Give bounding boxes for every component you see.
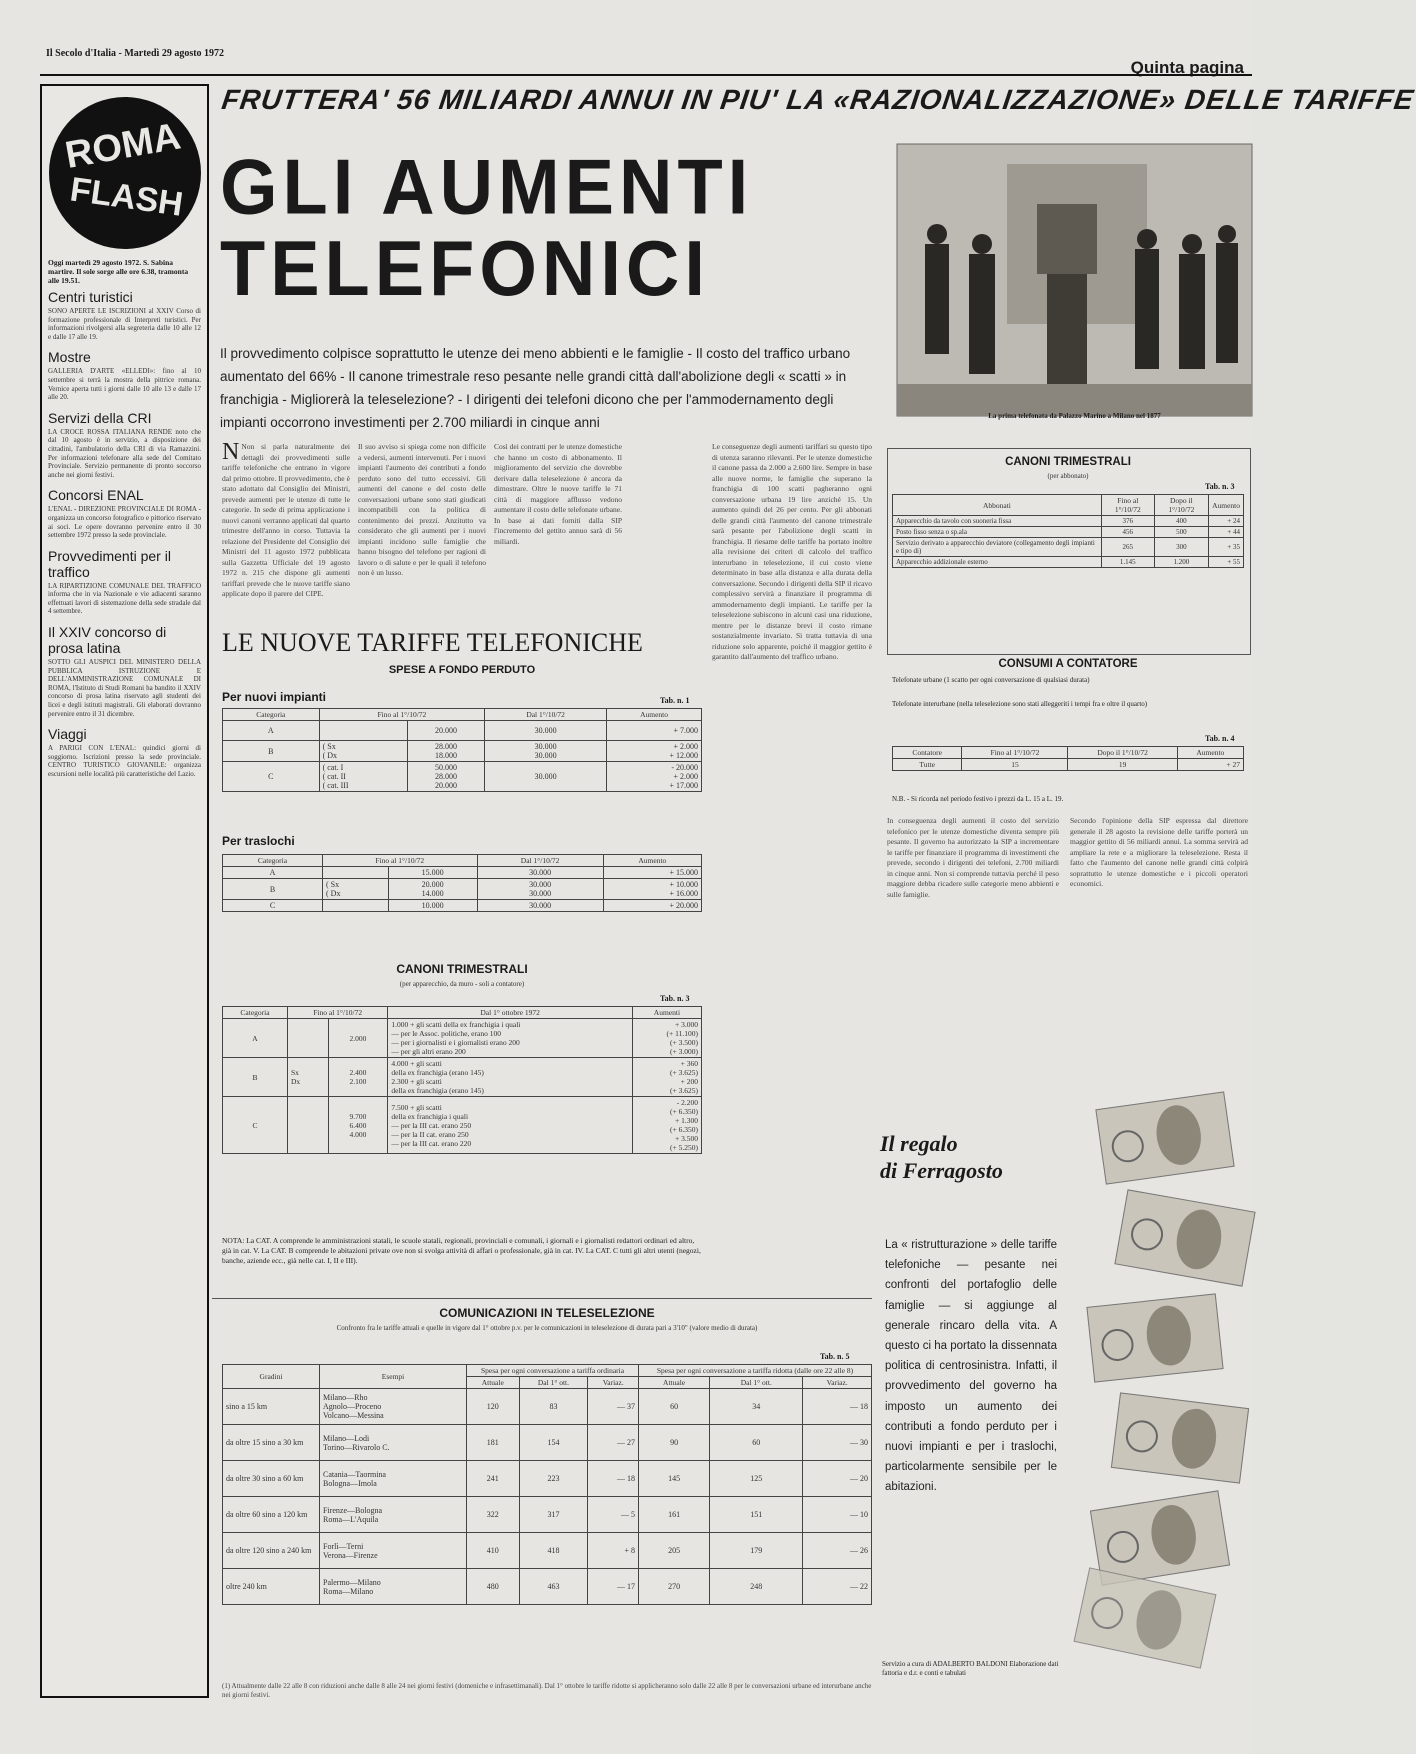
section-traffico	[42, 544, 207, 620]
cell: B	[223, 879, 323, 900]
cell: + 15.000	[603, 867, 701, 879]
cell: A	[223, 1019, 288, 1058]
cell: 1.200	[1154, 557, 1208, 568]
cell: + 360 (+ 3.625) + 200 (+ 3.625)	[632, 1058, 701, 1097]
cell: + 35	[1209, 538, 1244, 557]
table-row	[223, 1533, 872, 1569]
table-row	[893, 557, 1244, 568]
top-rule	[40, 74, 1252, 76]
section-text: A PARIGI CON L'ENAL: quindici giorni di soggiorno. Iscrizioni presso la sede provinciale. CENTRO TURISTICO GIOVANILE: organizza escursioni nelle località più caratteristiche del Lazio.	[48, 744, 201, 778]
table-row	[223, 1497, 872, 1533]
cell: Tutte	[893, 759, 962, 771]
cell: 500	[1154, 527, 1208, 538]
cell: + 27	[1177, 759, 1243, 771]
header-cell: Fino al 1°/10/72	[288, 1007, 388, 1019]
cell: 205	[639, 1533, 710, 1569]
logo-bottom-text: FLASH	[67, 170, 185, 224]
new-tariffs-title: LE NUOVE TARIFFE TELEFONICHE	[222, 628, 643, 657]
article-column-3: Così dei contratti per le utenze domestiche che hanno un costo di abbonamento. Il miglioramento del servizio che dovrebbe derivare dalla teleselezione è ancora da dimostrare. Oltre le nuove tariffe le 71 città di maggiore afflusso vedono aumentare il costo delle telefonate urbane. In base ai dati forniti dalla SIP l'incremento del gettito annuo sarà di 56 miliardi.	[494, 442, 622, 546]
cell: 4.000 + gli scatti della ex franchigia (erano 145) 2.300 + gli scatti della ex franchigia (erano 145)	[388, 1058, 632, 1097]
table-header-row	[893, 495, 1244, 516]
section-text: L'ENAL - DIREZIONE PROVINCIALE DI ROMA - organizza un concorso fotografico e pittorico riservato ai soci. Le opere dovranno pervenire entro il 30 settembre 1972 presso la sede provinciale.	[48, 505, 201, 540]
table-header-row	[893, 747, 1244, 759]
table-row	[223, 1389, 872, 1425]
table-row	[223, 900, 702, 912]
cell: 248	[710, 1569, 803, 1605]
cell: 151	[710, 1497, 803, 1533]
banknotes-illustration	[1060, 1100, 1252, 1660]
cell: 60	[639, 1389, 710, 1425]
header-cell: Fino al 1°/10/72	[319, 709, 485, 721]
meter-line-1: Telefonate urbane (1 scatto per ogni conversazione di qualsiasi durata)	[892, 676, 1090, 684]
cell: 50.000 28.000 20.000	[407, 762, 484, 792]
cell: 30.000	[485, 721, 607, 741]
cell: + 7.000	[607, 721, 702, 741]
table-row	[223, 867, 702, 879]
cell: B	[223, 741, 320, 762]
cell: oltre 240 km	[223, 1569, 320, 1605]
cell: Firenze—Bologna Roma—L'Aquila	[320, 1497, 467, 1533]
header-cell: Variaz.	[588, 1377, 639, 1389]
teleselection-table	[222, 1364, 872, 1605]
quarterly-fees-table	[222, 1006, 702, 1154]
section-mostre	[42, 345, 207, 405]
cell: — 17	[588, 1569, 639, 1605]
cell: 265	[1101, 538, 1154, 557]
cell	[288, 1097, 329, 1154]
cell: C	[223, 900, 323, 912]
table-number: Tab. n. 3	[660, 994, 690, 1003]
cell: — 18	[803, 1389, 872, 1425]
cell: — 22	[803, 1569, 872, 1605]
headline-line-2: TELEFONICI	[220, 224, 710, 312]
banknote-image	[1114, 1189, 1255, 1286]
banknote-image	[1095, 1091, 1234, 1184]
cell: - 2.200 (+ 6.350) + 1.300 (+ 6.350) + 3.500 (+ 5.250)	[632, 1097, 701, 1154]
roma-flash-column	[40, 84, 209, 1698]
meter-line-2: Telefonate interurbane (nella teleselezione sono stati alleggeriti i tempi fra e oltre il quarto)	[892, 700, 1148, 708]
cell: Milano—Rho Agnolo—Proceno Volcano—Messina	[320, 1389, 467, 1425]
cell: 2.000	[328, 1019, 388, 1058]
cell: 1.000 + gli scatti della ex franchigia i quali — per le Assoc. politiche, erano 100 — per i giornalisti e i giornalisti erano 200 — per gli altri erano 200	[388, 1019, 632, 1058]
cell: 15	[962, 759, 1068, 771]
table-header-row	[223, 1365, 872, 1377]
cell: B	[223, 1058, 288, 1097]
moves-label: Per traslochi	[222, 834, 295, 848]
cell: 154	[519, 1425, 588, 1461]
header-cell: Gradini	[223, 1365, 320, 1389]
header-cell: Contatore	[893, 747, 962, 759]
table-number: Tab. n. 1	[660, 696, 690, 705]
header-cell: Aumento	[1209, 495, 1244, 516]
header-cell: Abbonati	[893, 495, 1102, 516]
header-group-cell: Spesa per ogni conversazione a tariffa ridotta (dalle ore 22 alle 8)	[639, 1365, 872, 1377]
cell: da oltre 30 sino a 60 km	[223, 1461, 320, 1497]
cell: da oltre 60 sino a 120 km	[223, 1497, 320, 1533]
cell: 145	[639, 1461, 710, 1497]
gift-text: La « ristrutturazione » delle tariffe telefoniche — pesante nei confronti del portafoglio delle famiglie — si aggiunge al generale rincaro della vita. A questo ci ha portato la dissennata politica di centrosinistra. Infatti, il provvedimento del governo ha imposto un aumento dei contributi a fondo perduto per i nuovi impianti e per i traslochi, particolarmente sensibile per le abitazioni.	[885, 1239, 1057, 1494]
cell: 241	[467, 1461, 520, 1497]
article-column-4: Le conseguenze degli aumenti tariffari su questo tipo di utenza saranno rilevanti. Per le utenze domestiche il canone passa da 2.000 a 2.600 lire. Sempre in base alle nuove norme, le famiglie che superano la franchigia di 100 scatti pagheranno ogni conversazione urbana 19 lire anziché 15. Un aumento quindi del 26 per cento. Per gli abbonati delle grandi città l'aumento del canone trimestrale sarà pesante per l'abolizione degli scatti in franchigia. Il riesame delle tariffe ha portato inoltre alla revisione dei criteri di calcolo del traffico interurbano in teleselezione, il cui costo viene determinato in base alla distanza e alla durata della conversazione. Secondo i dirigenti della SIP il ricavo complessivo servirà a finanziare il programma di ammodernamento degli impianti. Le tariffe per la teleselezione subiscono in alcuni casi una riduzione, mentre per le distanze brevi il costo rimane sostanzialmente invariato. Si tratta tuttavia di una riduzione solo apparente, poiché il maggior gettito è garantito dall'aumento del traffico urbano.	[712, 442, 872, 661]
cell: ( Sx ( Dx	[323, 879, 389, 900]
table-row	[223, 1569, 872, 1605]
article-column-1	[222, 439, 350, 612]
teleselection-footnote: (1) Attualmente dalle 22 alle 8 con riduzioni anche dalle 8 alle 24 nei giorni festivi (domeniche e infrasettimanali). Dal 1° ottobre le tariffe ridotte si applicheranno solo dalle 22 alle 8 per le conversazioni urbane ed interurbane anche nei giorni festivi.	[222, 1682, 872, 1699]
gift-title-line-2: di Ferragosto	[880, 1158, 1003, 1183]
banknote-image	[1111, 1392, 1249, 1483]
table-number: Tab. n. 3	[1205, 482, 1235, 491]
section-text: LA CROCE ROSSA ITALIANA RENDE noto che dal 10 agosto è in servizio, a disposizione dei cittadini, l'ambulatorio della CRI di via Ramazzini. Per informazioni telefonare alla sede del Comitato Provinciale. Servizio permanente di pronto soccorso anche nei giorni festivi.	[48, 427, 201, 479]
cell: — 37	[588, 1389, 639, 1425]
cell: 161	[639, 1497, 710, 1533]
table-row	[223, 741, 702, 762]
header-cell: Dopo il 1°/10/72	[1154, 495, 1208, 516]
header-group-cell: Spesa per ogni conversazione a tariffa ordinaria	[467, 1365, 639, 1377]
table-header-row	[223, 709, 702, 721]
right-text-column-left: In conseguenza degli aumenti il costo del servizio telefonico per le utenze domestiche diventa sempre più pesante. Il governo ha autorizzato la SIP a incrementare le tariffe per finanziare il programma di investimenti che prevede, secondo i dirigenti dei telefoni, 2.700 miliardi in cinque anni. Non si comprende tuttavia perché il peso maggiore debba ricadere sulle categorie meno abbienti e sulle famiglie.	[887, 816, 1059, 899]
header-cell: Categoria	[223, 709, 320, 721]
cell: — 18	[588, 1461, 639, 1497]
headline-subtitle: Il provvedimento colpisce soprattutto le utenze dei meno abbienti e le famiglie - Il costo del traffico urbano aumentato del 66% - Il canone trimestrale reso pesante nelle grandi città dall'abolizione degli « scatti » in franchigia - Migliorerà la teleselezione? - I dirigenti dei telefoni dicono che per l'ammodernamento degli impianti occorrono investimenti per 2.700 miliardi in cinque anni	[220, 346, 851, 430]
cell: 9.700 6.400 4.000	[328, 1097, 388, 1154]
table-row	[893, 516, 1244, 527]
header-cell: Attuale	[639, 1377, 710, 1389]
section-title: Il XXIV concorso di prosa latina	[48, 624, 167, 657]
header-cell: Aumento	[603, 855, 701, 867]
right-quarterly-subtitle: (per abbonato)	[1047, 472, 1089, 480]
cell: 463	[519, 1569, 588, 1605]
cell: 19	[1068, 759, 1177, 771]
header-cell: Attuale	[467, 1377, 520, 1389]
cell: 30.000	[477, 867, 603, 879]
cell: — 5	[588, 1497, 639, 1533]
main-headline	[220, 142, 754, 312]
meter-consumption-title: CONSUMI A CONTATORE	[998, 658, 1138, 670]
table-row	[223, 762, 702, 792]
section-title: Viaggi	[48, 726, 87, 743]
header-cell: Dal 1°/10/72	[477, 855, 603, 867]
section-text: SOTTO GLI AUSPICI DEL MINISTERO DELLA PUBBLICA ISTRUZIONE E DELL'AMMINISTRAZIONE COMUNALE DI ROMA, l'Istituto di Studi Romani ha bandito il XXIV concorso di prosa latina riservato agli studenti dei licei e degli istituti magistrali. Gli elaborati dovranno pervenire entro il 31 dicembre.	[48, 658, 201, 718]
header-cell: Categoria	[223, 1007, 288, 1019]
table-header-row	[223, 855, 702, 867]
meter-table	[892, 746, 1244, 771]
cell: 322	[467, 1497, 520, 1533]
cell: 300	[1154, 538, 1208, 557]
cell: — 26	[803, 1533, 872, 1569]
cell: — 10	[803, 1497, 872, 1533]
byline: Servizio a cura di ADALBERTO BALDONI Elaborazione dati fattoria e d.r. e conti e tabulati	[882, 1660, 1059, 1677]
cell: Sx Dx	[288, 1058, 329, 1097]
banknote-image	[1074, 1567, 1217, 1668]
section-title: Centri turistici	[48, 289, 133, 305]
cell: sino a 15 km	[223, 1389, 320, 1425]
cell: + 10.000 + 16.000	[603, 879, 701, 900]
masthead: Il Secolo d'Italia - Martedì 29 agosto 1972	[46, 48, 225, 59]
right-text-column-right: Secondo l'opinione della SIP espressa dal direttore generale il 28 agosto la revisione delle tariffe porterà un maggior gettito di 56 miliardi annui. La somma servirà ad ampliare la rete e a migliorare la teleselezione. Resta il fatto che l'aumento del canone nelle grandi città colpirà soprattutto le utenze domestiche e i piccoli operatori economici.	[1070, 816, 1248, 888]
table-row	[223, 721, 702, 741]
cell: Catania—Taormina Bologna—Imola	[320, 1461, 467, 1497]
drop-cap: N	[222, 439, 240, 465]
cell: Servizio derivato a apparecchio deviatore (collegamento degli impianti e tipo di)	[893, 538, 1102, 557]
cell: 60	[710, 1425, 803, 1461]
table-row	[223, 1425, 872, 1461]
article-text: Non si parla naturalmente dei dettagli dei provvedimenti sulle tariffe telefoniche che entrano in vigore dal primo ottobre. Il provvedimento, che è stato adottato dal Consiglio dei Ministri, prevede aumenti per le utenze di tutte le categorie. In sede di prima applicazione i nuovi canoni verranno applicati dal quarto trimestre dell'anno in corso. Tuttavia la relazione del Presidente del Consiglio dei Ministri del 11 agosto 1972 pubblicata sulla Gazzetta Ufficiale del 19 agosto 1972 n. 215 che dispone gli aumenti tariffari prevede che le nuove tariffe siano applicate dopo il parere del CIPE.	[222, 442, 350, 598]
section-title: Concorsi ENAL	[48, 487, 144, 504]
cell: + 24	[1209, 516, 1244, 527]
header-cell: Aumento	[1177, 747, 1243, 759]
table-number: Tab. n. 4	[1205, 734, 1235, 743]
table-header-row	[223, 1007, 702, 1019]
cell: + 44	[1209, 527, 1244, 538]
table-row	[893, 538, 1244, 557]
cell: da oltre 120 sino a 240 km	[223, 1533, 320, 1569]
telephone-engraving	[897, 144, 1252, 416]
new-installations-label: Per nuovi impianti	[222, 690, 327, 704]
header-cell: Fino al 1°/10/72	[323, 855, 477, 867]
cell: + 8	[588, 1533, 639, 1569]
cell: 1.145	[1101, 557, 1154, 568]
roma-flash-logo	[45, 88, 205, 258]
header-cell: Aumento	[607, 709, 702, 721]
section-title: Mostre	[48, 349, 91, 366]
cell: 120	[467, 1389, 520, 1425]
cell	[288, 1019, 329, 1058]
table-row	[223, 1058, 702, 1097]
header-cell: Dal 1°/10/72	[485, 709, 607, 721]
cell: Apparecchio addizionale esterno	[893, 557, 1102, 568]
cell: — 27	[588, 1425, 639, 1461]
header-cell: Dopo il 1°/10/72	[1068, 747, 1177, 759]
cell: 15.000	[388, 867, 477, 879]
new-installations-table	[222, 708, 702, 792]
cell: 317	[519, 1497, 588, 1533]
section-prosa-latina	[42, 620, 207, 722]
cell: Forlì—Terni Verona—Firenze	[320, 1533, 467, 1569]
cell: Palermo—Milano Roma—Milano	[320, 1569, 467, 1605]
cell	[323, 900, 389, 912]
header-cell: Dal 1° ott.	[710, 1377, 803, 1389]
teleselection-subtitle: Confronto fra le tariffe attuali e quelle in vigore dal 1° ottobre p.v. per le comunicazioni in teleselezione di durata pari a 3'10" (valore medio di durata)	[336, 1324, 758, 1332]
cell: - 20.000 + 2.000 + 17.000	[607, 762, 702, 792]
right-quarterly-table	[892, 494, 1244, 568]
table-row	[223, 1461, 872, 1497]
cell: 376	[1101, 516, 1154, 527]
section-rule	[212, 1298, 872, 1299]
cell: 223	[519, 1461, 588, 1497]
table-row	[223, 1097, 702, 1154]
table-number: Tab. n. 5	[820, 1352, 850, 1361]
cell: Posto fisso senza o sp.ala	[893, 527, 1102, 538]
cell: — 30	[803, 1425, 872, 1461]
section-text: LA RIPARTIZIONE COMUNALE DEL TRAFFICO informa che in via Nazionale e vie adiacenti saranno effettuati lavori di sistemazione della sede stradale dal 4 settembre.	[48, 581, 201, 616]
cell: 30.000	[485, 762, 607, 792]
cell: 456	[1101, 527, 1154, 538]
header-cell: Fino al 1°/10/72	[962, 747, 1068, 759]
table-row	[223, 879, 702, 900]
cell: C	[223, 1097, 288, 1154]
gift-title	[880, 1130, 1003, 1184]
cell: C	[223, 762, 320, 792]
header-cell: Fino al 1°/10/72	[1101, 495, 1154, 516]
cell: A	[223, 867, 323, 879]
cell: + 55	[1209, 557, 1244, 568]
cell: 2.400 2.100	[328, 1058, 388, 1097]
gift-title-line-1: Il regalo	[880, 1131, 958, 1156]
header-cell: Aumenti	[632, 1007, 701, 1019]
cell: A	[223, 721, 320, 741]
cell: + 3.000 (+ 11.100) (+ 3.500) (+ 3.000)	[632, 1019, 701, 1058]
header-cell: Dal 1° ott.	[519, 1377, 588, 1389]
engraving-caption: La prima telefonata da Palazzo Marino a Milano nel 1877	[988, 412, 1161, 420]
header-cell: Variaz.	[803, 1377, 872, 1389]
cell: 10.000	[388, 900, 477, 912]
section-servizi-cri	[42, 406, 207, 484]
table-row	[223, 1019, 702, 1058]
cell: 30.000	[477, 900, 603, 912]
cell: 410	[467, 1533, 520, 1569]
cell: 7.500 + gli scatti della ex franchigia i quali — per la III cat. erano 250 — per la II cat. erano 250 — per la III cat. erano 220	[388, 1097, 632, 1154]
new-tariffs-subtitle: SPESE A FONDO PERDUTO	[388, 664, 536, 676]
cell: 30.000 30.000	[477, 879, 603, 900]
quarterly-fees-subtitle: (per apparecchio, da muro - soli a contatore)	[399, 980, 525, 988]
cell: 34	[710, 1389, 803, 1425]
page-label: Quinta pagina	[1130, 58, 1244, 77]
right-quarterly-title: CANONI TRIMESTRALI	[1005, 456, 1131, 468]
cell: 125	[710, 1461, 803, 1497]
cell: + 2.000 + 12.000	[607, 741, 702, 762]
section-text: GALLERIA D'ARTE «ELLEDI»: fino al 10 settembre si terrà la mostra della pittrice romana. Vernice aperta tutti i giorni dalle 10 alle 13 e dalle 17 alle 20.	[48, 367, 201, 402]
header-cell: Categoria	[223, 855, 323, 867]
header-cell: Esempi	[320, 1365, 467, 1389]
cell: 28.000 18.000	[407, 741, 484, 762]
moves-table	[222, 854, 702, 912]
cell: ( Sx ( Dx	[319, 741, 407, 762]
cell: 90	[639, 1425, 710, 1461]
cell	[323, 867, 389, 879]
cell: 30.000 30.000	[485, 741, 607, 762]
cell: 270	[639, 1569, 710, 1605]
cell: 20.000 14.000	[388, 879, 477, 900]
cell: ( cat. I ( cat. II ( cat. III	[319, 762, 407, 792]
category-note: NOTA: La CAT. A comprende le amministrazioni statali, le scuole statali, regionali, provinciali e comunali, i giornali e i giornalisti redattori ordinari ed altro, già in cat. V. La CAT. B comprende le abitazioni private ove non si svolga attività di affari o professionale, già in cat. IV. La CAT. C tutti gli altri utenti (negozi, banche, aziende ecc., già nelle cat. I, II e III).	[222, 1236, 701, 1265]
cell: da oltre 15 sino a 30 km	[223, 1425, 320, 1461]
section-text: SONO APERTE LE ISCRIZIONI al XXIV Corso di formazione professionale di Interpreti turistici. Per informazioni rivolgersi alla segreteria dalle 10 alle 12 e dalle 17 alle 19.	[48, 307, 201, 341]
cell: Apparecchio da tavolo con suoneria fissa	[893, 516, 1102, 527]
headline-line-1: GLI AUMENTI	[220, 142, 754, 231]
section-title: Servizi della CRI	[48, 409, 152, 426]
cell: 480	[467, 1569, 520, 1605]
teleselection-title: COMUNICAZIONI IN TELESELEZIONE	[439, 1306, 655, 1320]
banknote-image	[1086, 1293, 1223, 1382]
cell	[319, 721, 407, 741]
cell: Milano—Lodi Torino—Rivarolo C.	[320, 1425, 467, 1461]
cell: 400	[1154, 516, 1208, 527]
cell: 418	[519, 1533, 588, 1569]
cell: 179	[710, 1533, 803, 1569]
cell: 181	[467, 1425, 520, 1461]
section-centri-turistici	[42, 285, 207, 345]
cell: + 20.000	[603, 900, 701, 912]
cell: 83	[519, 1389, 588, 1425]
article-column-2: Il suo avviso si spiega come non difficile a vedersi, aumenti intervenuti. Per i nuovi impianti l'aumento dei contributi a fondo perduto sono del tutto eccessivi. Gli aumenti del canone e del costo delle conversazioni urbane sono stati giudicati incompatibili con la politica di contenimento dei prezzi. Anzitutto va considerato che gli aumenti per i nuovi impianti incidono sulle famiglie che hanno bisogno del telefono per ragioni di lavoro o di salute e per le quali il telefono non è un lusso.	[358, 442, 486, 577]
quarterly-fees-title: CANONI TRIMESTRALI	[396, 962, 528, 976]
table-row	[893, 527, 1244, 538]
cell: 20.000	[407, 721, 484, 741]
section-title: Provvedimenti per il traffico	[48, 547, 171, 580]
roma-flash-intro: Oggi martedì 29 agosto 1972. S. Sabina martire. Il sole sorge alle ore 6.38, tramonta alle 19.51.	[48, 258, 189, 285]
section-viaggi	[42, 722, 207, 782]
header-cell: Dal 1° ottobre 1972	[388, 1007, 632, 1019]
logo-top-text: ROMA	[61, 115, 184, 177]
table-row	[893, 759, 1244, 771]
cell: — 20	[803, 1461, 872, 1497]
meter-note: N.B. - Si ricorda nel periodo festivo i prezzi da L. 15 a L. 19.	[892, 795, 1064, 803]
kicker-headline: FRUTTERA' 56 MILIARDI ANNUI IN PIU' LA «RAZIONALIZZAZIONE» DELLE TARIFFE	[219, 84, 1416, 115]
section-concorsi-enal	[42, 483, 207, 543]
